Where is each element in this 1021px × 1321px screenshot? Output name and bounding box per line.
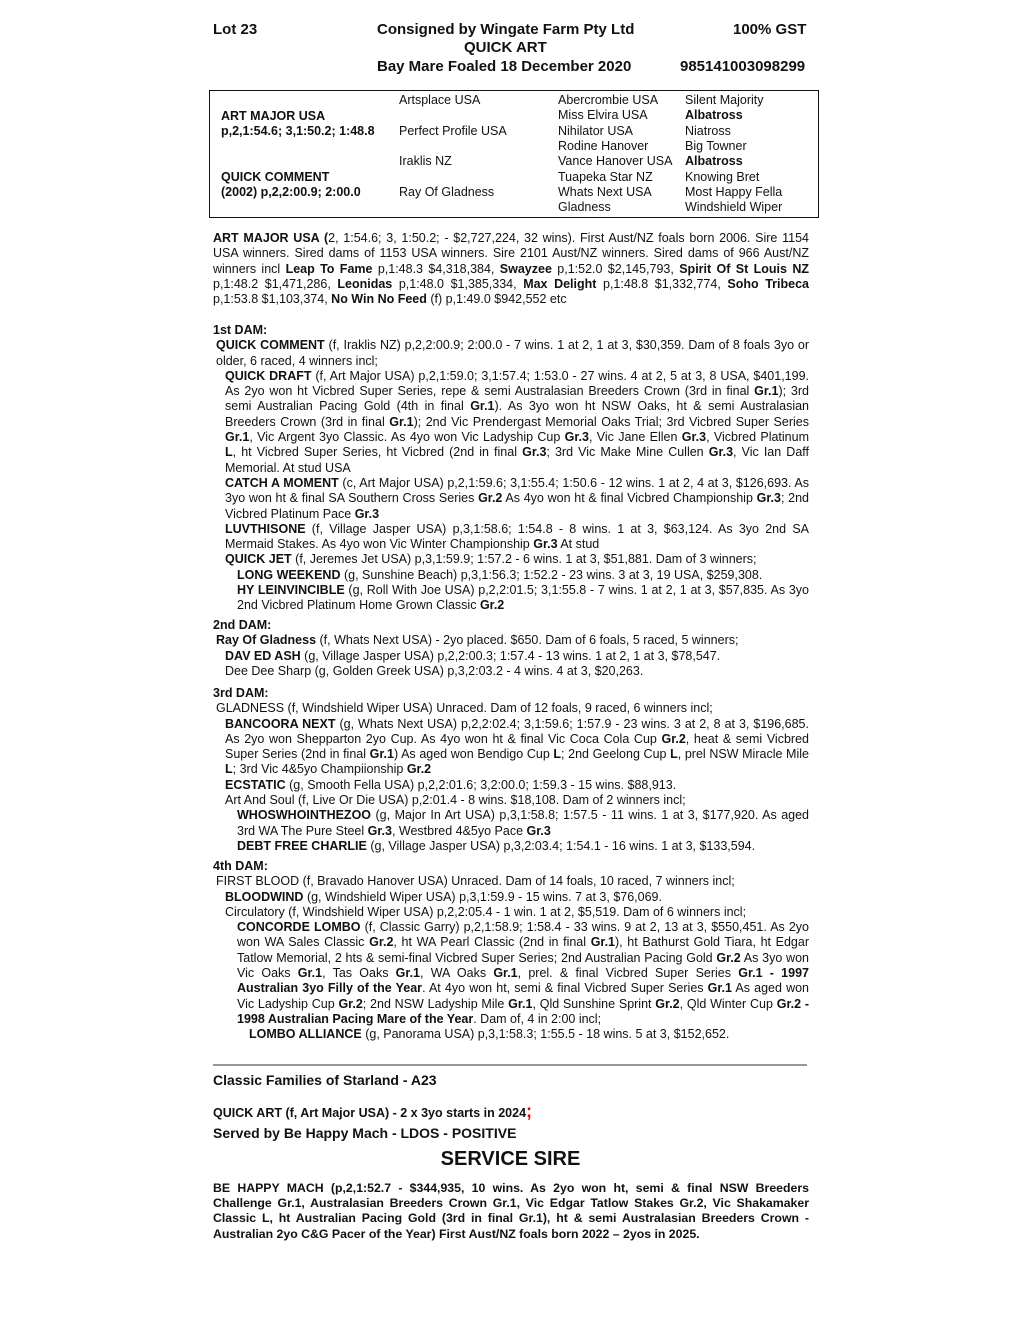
fourth-dam-entry: FIRST BLOOD (f, Bravado Hanover USA) Unraced. Dam of 14 foals, 10 raced, 7 winners incl; <box>216 874 735 889</box>
race-grade: L <box>553 747 562 762</box>
progeny-text: (g, Village Jasper USA) p,3,2:03.4; 1:54.1 - 16 wins. 1 at 3, $133,594. <box>366 838 756 853</box>
progeny-text: (g, Major In Art USA) p,3,1:58.8; 1:57.5 - 11 wins. 1 at 3, $177,920. As aged 3rd WA The Pure Steel <box>237 808 809 838</box>
race-grade: Gr.2 <box>338 996 363 1011</box>
sire-para-horse: Max Delight <box>523 276 597 291</box>
pedigree-gen3: Tuapeka Star NZ <box>558 170 653 184</box>
microchip-number: 985141003098299 <box>680 58 806 75</box>
progeny-text: (f, Classic Garry) p,2,1:58.9; 1:58.4 - 33 wins. 9 at 2, 13 at 3, $550,451. As 2yo won WA Sales Classic <box>237 920 809 950</box>
race-grade: Gr.1 <box>707 981 732 996</box>
sire-para-text: (f) p,1:49.0 $942,552 etc <box>426 292 567 307</box>
progeny-name: BANCOORA NEXT <box>225 716 336 731</box>
race-grade: Gr.3 <box>533 537 558 552</box>
sire-para-horse: Leonidas <box>337 276 393 291</box>
progeny-name: DEBT FREE CHARLIE <box>237 838 367 853</box>
progeny-text: , Vic Ian Daff Memorial. At stud USA <box>225 445 809 475</box>
pedigree-gen2: Ray Of Gladness <box>399 185 495 199</box>
progeny-text: , Vic Jane Ellen <box>588 430 682 445</box>
progeny-quick-jet <box>213 552 809 567</box>
progeny-concorde-lombo <box>213 920 809 1027</box>
horse-name: QUICK ART <box>464 39 547 56</box>
dam-record: (2002) p,2,2:00.9; 2:00.0 <box>221 185 361 199</box>
pedigree-gen4: Knowing Bret <box>685 170 760 184</box>
dam-details: (f, Iraklis NZ) p,2,2:00.9; 2:00.0 - 7 wins. 1 at 2, 1 at 3, $30,359. Dam of 8 foals 3yo or older, 6 raced, 4 winners incl; <box>216 338 809 368</box>
progeny-ecstatic <box>213 778 809 793</box>
progeny-text: , ht Vicbred Super Series, ht Vicbred (2nd in final <box>232 445 523 460</box>
lot-number: Lot 23 <box>213 21 258 38</box>
gst-status: 100% GST <box>733 21 807 38</box>
sire-para-text: p,1:53.8 $1,103,374, <box>213 292 332 307</box>
service-sire-heading: SERVICE SIRE <box>440 1148 581 1170</box>
dam-details: (f, Whats Next USA) - 2yo placed. $650. Dam of 6 foals, 5 raced, 5 winners; <box>316 633 739 648</box>
race-grade: Gr.3 <box>367 823 392 838</box>
first-dam-heading: 1st DAM: <box>213 323 268 337</box>
race-grade: Gr.3 <box>681 430 707 445</box>
red-semicolon: ; <box>526 1101 533 1121</box>
progeny-luvthisone <box>213 522 809 553</box>
progeny-bancoora-next <box>213 717 809 778</box>
race-grade: Gr.2 <box>369 935 394 950</box>
sire-para-text: 2, 1:54.6; 3, 1:50.2; - $2,727,224, 32 wins). First Aust/NZ foals born 2006. Sire 1154 USA winners. Sired dams of 1153 USA winners. Sire 2101 Aust/NZ winners. Sired dams of 966 Aust/NZ winners incl <box>213 231 809 276</box>
progeny-text: ; 2nd Geelong Cup <box>561 747 671 762</box>
second-dam-entry <box>213 633 809 648</box>
progeny-text: , prel NSW Miracle Mile <box>677 747 809 762</box>
sire-para-name: ART MAJOR USA ( <box>213 231 329 245</box>
progeny-text: ; 3rd Vic 4&5yo Champiionship <box>232 762 407 777</box>
sire-para-horse: Swayzee <box>499 261 552 276</box>
sire-para-text: p,1:48.0 $1,385,334, <box>392 276 524 291</box>
race-grade: Gr.1 <box>395 966 420 981</box>
race-grade: Gr.3 <box>522 445 547 460</box>
progeny-text: (g, Panorama USA) p,3,1:58.3; 1:55.5 - 18 wins. 5 at 3, $152,652. <box>361 1027 730 1042</box>
sire-para-text: p,1:48.2 $1,471,286, <box>213 276 338 291</box>
dam-name: QUICK COMMENT <box>221 170 330 184</box>
progeny-name: LOMBO ALLIANCE <box>249 1027 362 1042</box>
pedigree-gen2: Iraklis NZ <box>399 154 452 168</box>
race-grade: Gr.2 <box>655 996 680 1011</box>
pedigree-gen3: Whats Next USA <box>558 185 652 199</box>
pedigree-gen4: Windshield Wiper <box>685 200 783 214</box>
progeny-name: WHOSWHOINTHEZOO <box>237 808 372 823</box>
dam-name: QUICK COMMENT <box>216 338 325 353</box>
pedigree-gen2: Perfect Profile USA <box>399 124 507 138</box>
progeny-text: ). As 3yo won ht NSW Oaks, ht & semi Australasian Breeders Crown (3rd in final <box>225 399 809 429</box>
second-dam-heading: 2nd DAM: <box>213 618 272 632</box>
race-grade: Gr.2 <box>406 762 432 777</box>
race-grade: Gr.1 <box>590 935 616 950</box>
sire-para-horse: Soho Tribeca <box>727 276 809 291</box>
fourth-dam-heading: 4th DAM: <box>213 859 268 873</box>
progeny-text: As 3yo won Vic Oaks <box>237 950 809 981</box>
served-line: Served by Be Happy Mach - LDOS - POSITIVE <box>213 1125 517 1141</box>
race-grade: Gr.2 <box>661 731 686 746</box>
progeny-name: BLOODWIND <box>225 889 304 904</box>
race-grade: L <box>225 762 233 777</box>
third-dam-section <box>213 682 809 854</box>
sire-para-horse: Leap To Fame <box>285 261 373 276</box>
progeny-text: . At 4yo won ht, semi & final Vicbred Super Series <box>422 981 708 996</box>
race-grade: Gr.1 <box>389 414 414 429</box>
pedigree-gen4: Albatross <box>685 108 743 122</box>
progeny-text: , WA Oaks <box>420 966 494 981</box>
progeny-text: , Vicbred Platinum <box>706 430 810 445</box>
progeny-text: ) As aged won Bendigo Cup <box>393 747 554 762</box>
sire-paragraph <box>213 231 809 307</box>
race-grade: Gr.3 <box>354 506 380 521</box>
race-grade: Gr.1 <box>754 384 779 399</box>
race-grade: Gr.1 <box>369 747 394 762</box>
third-dam-heading: 3rd DAM: <box>213 686 269 700</box>
section-divider <box>213 1064 807 1066</box>
progeny-text: , prel. & final Vicbred Super Series <box>517 966 739 981</box>
third-dam-entry: GLADNESS (f, Windshield Wiper USA) Unraced. Dam of 12 foals, 9 raced, 6 winners incl; <box>216 701 713 716</box>
first-dam-section <box>213 319 809 614</box>
pedigree-gen3: Rodine Hanover <box>558 139 649 153</box>
dam-name: Ray Of Gladness <box>216 633 317 648</box>
sire-record: p,2,1:54.6; 3,1:50.2; 1:48.8 <box>221 124 375 138</box>
progeny-text: (g, Village Jasper USA) p,2,2:00.3; 1:57.4 - 13 wins. 1 at 2, 1 at 3, $78,547. <box>300 648 721 663</box>
consignor: Consigned by Wingate Farm Pty Ltd <box>377 21 635 38</box>
race-grade: Gr.1 - 1997 Australian 3yo Filly of the Year <box>237 966 809 996</box>
sire-para-horse: No Win No Feed <box>331 292 427 307</box>
pedigree-gen3: Miss Elvira USA <box>558 108 648 122</box>
progeny-name: DAV ED ASH <box>225 648 301 663</box>
progeny-name: CONCORDE LOMBO <box>237 920 361 935</box>
progeny-text: , heat & semi Vicbred Super Series (2nd in final <box>225 731 809 762</box>
sire-name: ART MAJOR USA <box>221 109 326 123</box>
race-grade: Gr.3 <box>564 430 589 445</box>
progeny-text: , Vic Argent 3yo Classic. As 4yo won Vic Ladyship Cup <box>249 430 565 445</box>
race-grade: Gr.1 <box>470 399 495 414</box>
progeny-text: As 4yo won ht & final Vicbred Championship <box>502 491 757 506</box>
pedigree-gen3: Abercrombie USA <box>558 93 659 107</box>
progeny-text: At stud <box>557 537 600 552</box>
race-grade: Gr.2 <box>716 950 741 965</box>
progeny-catch-a-moment <box>213 476 809 522</box>
progeny-text: (g, Smooth Fella USA) p,2,2:01.6; 3,2:00.0; 1:59.3 - 15 wins. $88,913. <box>285 777 677 792</box>
progeny-text: . Dam of, 4 in 2:00 incl; <box>473 1011 602 1026</box>
progeny-circulatory: Circulatory (f, Windshield Wiper USA) p,2,2:05.4 - 1 win. 1 at 2, $5,519. Dam of 6 winners incl; <box>225 904 747 919</box>
progeny-text: ; 2nd Vicbred Platinum Pace <box>225 491 810 521</box>
race-grade: Gr.3 <box>526 823 551 838</box>
progeny-text: (f, Art Major USA) p,2,1:59.0; 3,1:57.4; 1:53.0 - 27 wins. 4 at 2, 5 at 3, 8 USA, $401,199. As 2yo won ht Vicbred Super Series, repe & semi Australasian Breeders Crown (3rd in final <box>225 368 809 399</box>
pedigree-gen4: Niatross <box>685 124 731 138</box>
progeny-debt-free-charlie <box>213 839 809 854</box>
progeny-text: ), ht Bathurst Gold Tiara, ht Edgar Tatlow Memorial, 2 hts & semi-final Vicbred Super Series; 2nd Australian Pacing Gold <box>237 935 810 965</box>
progeny-text: As aged won Vic Ladyship Cup <box>237 981 810 1011</box>
progeny-text: (g, Roll With Joe USA) p,2,2:01.5; 3,1:55.8 - 7 wins. 1 at 2, 1 at 3, $57,835. As 3yo 2nd Vicbred Platinum Home Grown Classic <box>237 583 809 613</box>
sire-para-text: p,1:48.3 $4,318,384, <box>372 261 500 276</box>
starts-line <box>213 1101 532 1122</box>
progeny-text: ); 2nd Vic Prendergast Memorial Oaks Trial; 3rd Vicbred Super Series <box>413 414 809 429</box>
progeny-text: ; 3rd Vic Make Mine Cullen <box>546 445 709 460</box>
horse-description: Bay Mare Foaled 18 December 2020 <box>377 58 632 75</box>
progeny-name: ECSTATIC <box>225 777 286 792</box>
progeny-text: , Qld Sunshine Sprint <box>532 996 656 1011</box>
service-sire-paragraph: BE HAPPY MACH (p,2,1:52.7 - $344,935, 10 wins. As 2yo won ht, semi & final NSW Breeders Challenge Gr.1, Australasian Breeders Crown Gr.1, Vic Edgar Tatlow Stakes Gr.2, Vic Shakamaker Classic L, ht Australian Pacing Gold (3rd in final Gr.1), ht & semi Australasian Breeders Crown - Australian 2yo C&G Pacer of the Year) First Aust/NZ foals born 2022 – 2yos in 2025. <box>213 1181 809 1241</box>
pedigree-gen4: Big Towner <box>685 139 747 153</box>
progeny-name: HY LEINVINCIBLE <box>237 583 345 598</box>
second-dam-section <box>213 614 809 679</box>
progeny-text: (g, Sunshine Beach) p,3,1:56.3; 1:52.2 - 23 wins. 3 at 3, 19 USA, $259,308. <box>340 567 763 582</box>
progeny-text: , ht WA Pearl Classic (2nd in final <box>393 935 591 950</box>
race-grade: Gr.1 <box>493 966 518 981</box>
progeny-quick-draft <box>213 369 809 476</box>
progeny-text: (f, Jeremes Jet USA) p,3,1:59.9; 1:57.2 - 6 wins. 1 at 3, $51,881. Dam of 3 winners; <box>291 552 757 567</box>
starts-text: QUICK ART (f, Art Major USA) - 2 x 3yo starts in 2024 <box>213 1106 527 1120</box>
progeny-whoswhointhezoo <box>213 808 809 839</box>
race-grade: Gr.3 <box>708 445 734 460</box>
pedigree-gen3: Vance Hanover USA <box>558 154 673 168</box>
fourth-dam-section <box>213 855 809 1043</box>
progeny-name: LUVTHISONE <box>225 521 306 536</box>
pedigree-gen4: Albatross <box>685 154 743 168</box>
race-grade: Gr.2 - 1998 Australian Pacing Mare of the Year <box>237 996 809 1026</box>
sire-para-text: p,1:48.8 $1,332,774, <box>596 276 728 291</box>
progeny-text: ; 2nd NSW Ladyship Mile <box>362 996 509 1011</box>
race-grade: Gr.1 <box>297 966 323 981</box>
sire-para-horse: Spirit Of St Louis NZ <box>679 261 809 276</box>
progeny-long-weekend <box>213 568 809 583</box>
race-grade: L <box>225 445 233 460</box>
pedigree-gen4: Most Happy Fella <box>685 185 783 199</box>
progeny-text: (c, Art Major USA) p,2,1:59.6; 3,1:55.4; 1:50.6 - 12 wins. 1 at 2, 4 at 3, $126,693. As 3yo won ht & final SA Southern Cross Series <box>225 475 809 506</box>
progeny-text: (g, Windshield Wiper USA) p,3,1:59.9 - 15 wins. 7 at 3, $76,069. <box>303 889 662 904</box>
progeny-name: QUICK JET <box>225 552 292 567</box>
progeny-text: (g, Whats Next USA) p,2,2:02.4; 3,1:59.6; 1:57.9 - 23 wins. 3 at 2, 8 at 3, $196,685. As 2yo won Shepparton 2yo Cup. As 4yo won ht & final Vic Coca Cola Cup <box>225 716 809 746</box>
race-grade: Gr.2 <box>478 491 503 506</box>
race-grade: Gr.1 <box>508 996 533 1011</box>
progeny-bloodwind <box>213 890 809 905</box>
family-line: Classic Families of Starland - A23 <box>213 1072 437 1088</box>
pedigree-gen2: Artsplace USA <box>399 93 481 107</box>
progeny-text: ); 3rd semi Australian Pacing Gold (4th in final <box>225 384 809 414</box>
race-grade: Gr.3 <box>756 491 781 506</box>
progeny-text: , Westbred 4&5yo Pace <box>391 823 527 838</box>
progeny-name: CATCH A MOMENT <box>225 475 339 490</box>
race-grade: L <box>670 747 678 762</box>
progeny-dav-ed-ash <box>213 649 809 664</box>
race-grade: Gr.1 <box>225 430 250 445</box>
progeny-art-and-soul: Art And Soul (f, Live Or Die USA) p,2:01.4 - 8 wins. $18,108. Dam of 2 winners incl; <box>225 793 686 808</box>
progeny-hy-leinvincible <box>213 583 809 614</box>
pedigree-gen3: Gladness <box>558 200 611 214</box>
pedigree-gen3: Nihilator USA <box>558 124 634 138</box>
progeny-dee-dee-sharp: Dee Dee Sharp (g, Golden Greek USA) p,3,2:03.2 - 4 wins. 4 at 3, $20,263. <box>225 663 644 678</box>
progeny-text: , Tas Oaks <box>322 966 396 981</box>
race-grade: Gr.2 <box>479 598 505 613</box>
first-dam-entry <box>213 338 809 369</box>
progeny-name: LONG WEEKEND <box>237 567 341 582</box>
progeny-lombo-alliance <box>213 1027 809 1042</box>
sire-para-text: p,1:52.0 $2,145,793, <box>551 261 680 276</box>
pedigree-gen4: Silent Majority <box>685 93 764 107</box>
progeny-text: , Qld Winter Cup <box>679 996 777 1011</box>
progeny-name: QUICK DRAFT <box>225 368 312 383</box>
progeny-text: (f, Village Jasper USA) p,3,1:58.6; 1:54.8 - 8 wins. 1 at 3, $63,124. As 3yo 2nd SA Mermaid Stakes. As 4yo won Vic Winter Championship <box>225 521 809 552</box>
